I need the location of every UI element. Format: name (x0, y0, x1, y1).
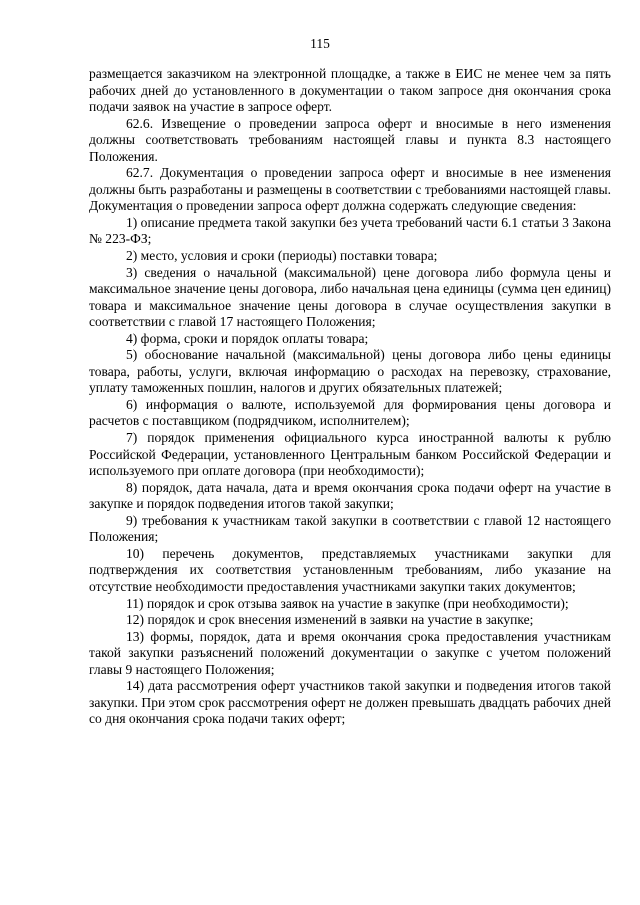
paragraph-continuation: размещается заказчиком на электронной площадке, а также в ЕИС не менее чем за пять рабочих дней до установленного в документации о таком запросе дня окончания срока подачи заявок на участие в запросе оферт. (89, 66, 611, 115)
list-item-1: 1) описание предмета такой закупки без учета требований части 6.1 статьи 3 Закона № 223-ФЗ; (89, 214, 611, 247)
list-item-7: 7) порядок применения официального курса иностранной валюты к рублю Российской Федерации, установленного Центральным банком Российской Федерации и используемого при оплате договора (при необходимости); (89, 430, 611, 479)
list-item-10: 10) перечень документов, представляемых участниками закупки для подтверждения их соответствия установленным требованиям, либо указание на отсутствие необходимости предоставления участниками закупки таких документов; (89, 545, 611, 594)
paragraph-62-6: 62.6. Извещение о проведении запроса оферт и вносимые в него изменения должны соответствовать требованиям настоящей главы и пункта 8.3 настоящего Положения. (89, 115, 611, 164)
page-number: 115 (310, 36, 330, 51)
list-item-13: 13) формы, порядок, дата и время окончания срока предоставления участникам такой закупки разъяснений положений документации о закупке с учетом положений главы 9 настоящего Положения; (89, 628, 611, 677)
list-item-6: 6) информация о валюте, используемой для формирования цены договора и расчетов с поставщиком (подрядчиком, исполнителем); (89, 396, 611, 429)
document-body (89, 66, 611, 728)
list-item-12: 12) порядок и срок внесения изменений в заявки на участие в закупке; (126, 612, 534, 628)
paragraph-62-7: 62.7. Документация о проведении запроса оферт и вносимые в нее изменения должны быть разработаны и размещены в соответствии с требованиями настоящей главы. Документация о проведении запроса оферт должна содержать следующие сведения: (89, 165, 611, 214)
list-item-3: 3) сведения о начальной (максимальной) цене договора либо формула цены и максимальное значение цены договора, либо начальная цена единицы (сумма цен единиц) товара и максимальное значение цены договора в случае осуществления закупки в соответствии с главой 17 настоящего Положения; (89, 264, 611, 330)
list-item-11: 11) порядок и срок отзыва заявок на участие в закупке (при необходимости); (126, 595, 569, 611)
list-item-14: 14) дата рассмотрения оферт участников такой закупки и подведения итогов такой закупки. При этом срок рассмотрения оферт не должен превышать двадцать рабочих дней со дня окончания срока подачи таких оферт; (89, 678, 611, 727)
list-item-5: 5) обоснование начальной (максимальной) цены договора либо цены единицы товара, работы, услуги, включая информацию о расходах на перевозку, страхование, уплату таможенных пошлин, налогов и других обязательных платежей; (89, 347, 611, 396)
list-item-4: 4) форма, сроки и порядок оплаты товара; (126, 330, 369, 346)
list-item-8: 8) порядок, дата начала, дата и время окончания срока подачи оферт на участие в закупке и порядок подведения итогов такой закупки; (89, 479, 611, 512)
list-item-9: 9) требования к участникам такой закупки в соответствии с главой 12 настоящего Положения; (89, 512, 611, 545)
list-item-2: 2) место, условия и сроки (периоды) поставки товара; (126, 248, 438, 264)
